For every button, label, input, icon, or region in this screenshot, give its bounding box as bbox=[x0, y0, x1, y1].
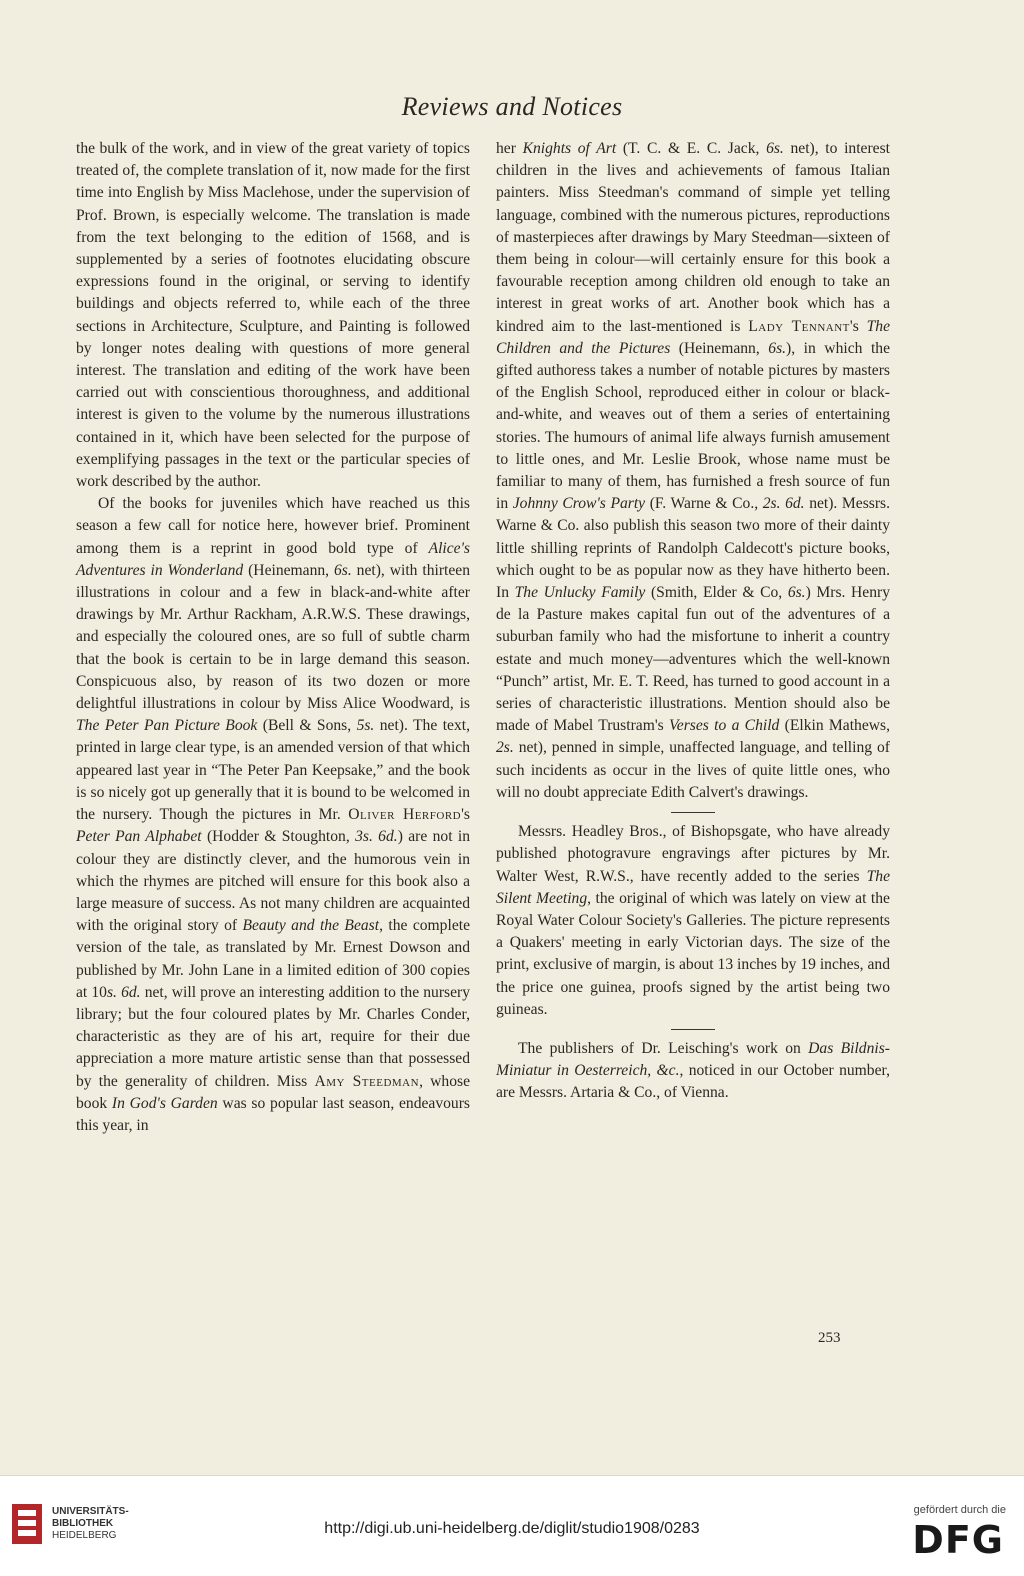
small-caps-name: Amy Steedman bbox=[314, 1072, 420, 1090]
text-run: Messrs. Headley Bros., of Bishopsgate, who have already published photogravure engravings after pictures by Mr. Walter West, R.W.S., have recently added to the series bbox=[496, 823, 890, 885]
text-run: net). The text, printed in large clear type, is an amended version of that which appeared last year in “The Peter Pan Keepsake,” and the book is so nicely got up generally that it is bound to be welcomed in the nursery. Though the pictures in Mr. bbox=[76, 717, 470, 824]
paragraph bbox=[76, 138, 470, 493]
section-divider bbox=[671, 1029, 715, 1030]
italic-title: The Children and the Pictures bbox=[496, 317, 891, 357]
italic-title: In God's Garden bbox=[111, 1094, 218, 1112]
italic-title: The Unlucky Family bbox=[514, 584, 646, 602]
paragraph bbox=[76, 493, 470, 1137]
dfg-logo: DFG bbox=[912, 1518, 1004, 1562]
text-run: 's bbox=[461, 806, 471, 824]
text-run: net), penned in simple, unaffected language, and telling of such incidents as occur in the lives of quite little ones, who will no doubt appreciate Edith Calvert's drawings. bbox=[496, 739, 890, 801]
text-run: net), to interest children in the lives and achievements of famous Italian painters. Miss Steedman's command of simple yet telling language, combined with the numerous pictures, reproductions of masterpieces after drawings by Mary Steedman—sixteen of them being in colour—will certainly ensure for this book a favourable reception among children old enough to take an interest in great works of art. Another book which has a kindred aim to the last-mentioned is bbox=[496, 140, 890, 335]
text-run: , whose book bbox=[76, 1072, 470, 1112]
italic-title: The Silent Meeting bbox=[496, 867, 890, 907]
text-run: (Bell & Sons, bbox=[257, 717, 357, 735]
text-run: net, will prove an interesting addition to the nursery library; but the four coloured plates by Mr. Charles Conder, characteristic as they are of his art, require for their due appreciation a more mature artistic sense than that possessed by the generality of children. Miss bbox=[76, 983, 471, 1090]
left-column bbox=[76, 138, 470, 1137]
italic-title: Alice's Adventures in Wonderland bbox=[76, 539, 470, 579]
viewer-footer bbox=[0, 1475, 1024, 1576]
paragraph bbox=[496, 1038, 890, 1105]
paragraph bbox=[496, 821, 890, 1021]
small-caps-name: Lady Tennant bbox=[748, 317, 850, 335]
italic-title: 5s. bbox=[356, 717, 375, 735]
italic-title: 2s. bbox=[496, 739, 514, 757]
italic-title: 6s. bbox=[766, 140, 784, 157]
right-column bbox=[496, 138, 890, 1105]
text-run: , the original of which was lately on view at the Royal Water Colour Society's Galleries. The picture represents a Quakers' meeting in early Victorian days. The size of the print, exclusive of margin, is about 13 inches by 19 inches, and the price one guinea, proofs signed by the artist being two guineas. bbox=[496, 889, 890, 1018]
italic-title: 6s. bbox=[787, 584, 806, 602]
italic-title: Beauty and the Beast bbox=[242, 917, 380, 935]
text-run: ), in which the gifted authoress takes a number of notable pictures by masters of the English School, reproduced either in colour or black-and-white, and weaves out of them a series of entertaining stories. The humours of animal life always furnish amusement to little ones, and Mr. Leslie Brook, whose name must be familiar to many of them, has furnished a fresh source of fun in bbox=[496, 339, 890, 513]
italic-title: 3s. 6d. bbox=[355, 828, 398, 846]
italic-title: The Peter Pan Picture Book bbox=[76, 717, 258, 735]
italic-title: 6s. bbox=[768, 339, 787, 357]
text-run: her bbox=[496, 140, 523, 157]
funding-note: gefördert durch die bbox=[913, 1504, 1006, 1516]
text-run: (Smith, Elder & Co, bbox=[645, 584, 788, 602]
text-run: ) Mrs. Henry de la Pasture makes capital fun out of the adventures of a suburban family who had the misfortune to inherit a country estate and much money—adventures which the well-known “Punch” artist, Mr. E. T. Reed, has turned to good account in a series of characteristic illustrations. Mention should also be made of Mabel Trustram's bbox=[496, 584, 891, 735]
text-run: (Heinemann, bbox=[670, 339, 769, 357]
paragraph bbox=[496, 138, 890, 804]
italic-title: s. 6d. bbox=[106, 983, 141, 1001]
section-divider bbox=[671, 812, 715, 813]
text-run: (Heinemann, bbox=[243, 561, 334, 579]
text-run: (T. C. & E. C. Jack, bbox=[616, 140, 767, 157]
text-run: , the complete version of the tale, as translated by Mr. Ernest Dowson and published by Mr. John Lane in a limited edition of 300 copies at 10 bbox=[76, 917, 470, 1001]
text-run: The publishers of Dr. Leisching's work on bbox=[518, 1039, 809, 1057]
text-run: (Hodder & Stoughton, bbox=[201, 828, 356, 846]
permalink-url[interactable]: http://digi.ub.uni-heidelberg.de/diglit/studio1908/0283 bbox=[324, 1520, 700, 1537]
italic-title: Knights of Art bbox=[522, 140, 617, 157]
italic-title: Peter Pan Alphabet bbox=[76, 828, 202, 846]
text-run: the bulk of the work, and in view of the great variety of topics treated of, the complete translation of it, now made for the first time into English by Miss Maclehose, under the supervision of Prof. Brown, is especially welcome. The translation is made from the text belonging to the edition of 1568, and is supplemented by a series of footnotes elucidating obscure expressions found in the original, or serving to identify buildings and objects referred to, while each of the three sections in Architecture, Sculpture, and Painting is followed by longer notes dealing with questions of more general interest. The translation and editing of the work have been carried out with conscientious thoroughness, and additional interest is given to the volume by the numerous illustrations contained in it, which have been selected for the purpose of exemplifying passages in the text or the particular species of work described by the author. bbox=[76, 140, 470, 491]
text-run: (F. Warne & Co., bbox=[645, 495, 763, 513]
italic-title: 2s. 6d. bbox=[762, 495, 805, 513]
italic-title: Verses to a Child bbox=[669, 717, 780, 735]
page-number: 253 bbox=[818, 1330, 841, 1346]
text-run: (Elkin Mathews, bbox=[779, 717, 891, 735]
running-header: Reviews and Notices bbox=[401, 92, 623, 121]
text-run: Of the books for juveniles which have reached us this season a few call for notice here, however brief. Prominent among them is a reprint in good bold type of bbox=[76, 495, 470, 557]
italic-title: Johnny Crow's Party bbox=[512, 495, 646, 513]
text-run: , noticed in our October number, are Messrs. Artaria & Co., of Vienna. bbox=[496, 1062, 890, 1102]
text-run: was so popular last season, endeavours this year, in bbox=[76, 1094, 470, 1134]
italic-title: 6s. bbox=[334, 561, 352, 579]
text-run: 's bbox=[849, 317, 867, 335]
small-caps-name: Oliver Herford bbox=[348, 806, 462, 824]
italic-title: Das Bildnis-Miniatur in Oesterreich, &c. bbox=[496, 1039, 890, 1080]
text-run: ) are not in colour they are distinctly clever, and the humorous vein in which the rhymes are pitched will ensure for this book also a large measure of success. As not many children are acquainted with the original story of bbox=[76, 828, 471, 935]
text-run: net). Messrs. Warne & Co. also publish this season two more of their dainty little shilling reprints of Randolph Caldecott's picture books, which ought to be as popular now as they have hitherto been. In bbox=[496, 495, 891, 602]
library-name: UNIVERSITÄTS- BIBLIOTHEK HEIDELBERG bbox=[52, 1506, 129, 1541]
text-run: net), with thirteen illustrations in colour and a few in black-and-white after drawings by Mr. Arthur Rackham, A.R.W.S. These drawings, and especially the coloured ones, are so full of subtle charm that the book is certain to be in large demand this season. Conspicuous also, by reason of its two dozen or more delightful illustrations in colour by Miss Alice Woodward, is bbox=[76, 561, 470, 713]
